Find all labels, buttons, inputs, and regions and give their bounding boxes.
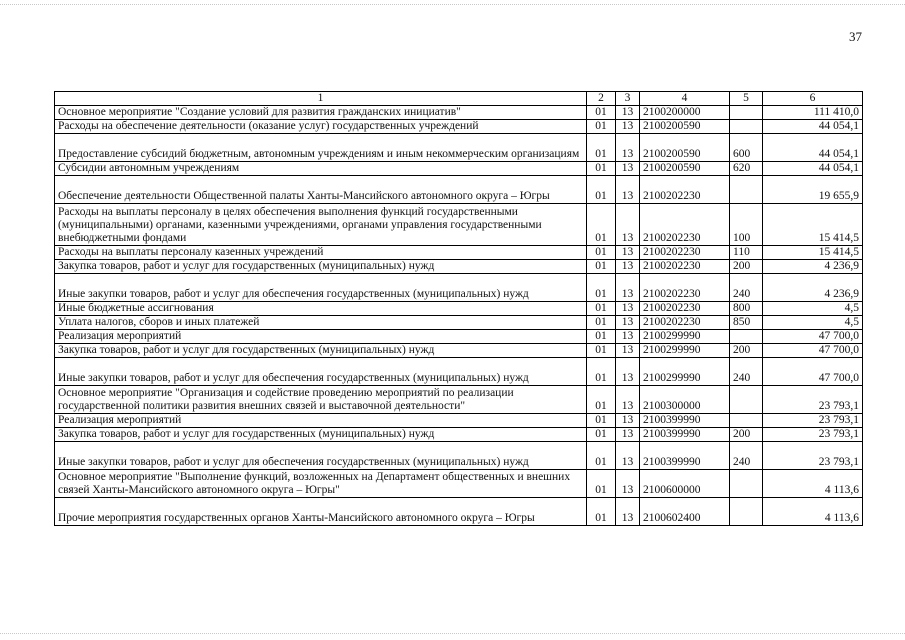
cell-name: Расходы на выплаты персоналу в целях обеспечения выполнения функций государственными (муниципальными) органами, казенными учреждениями, органами управления государственными внебюджетными фондами bbox=[55, 204, 587, 246]
cell-vr: 800 bbox=[730, 302, 763, 316]
table-row bbox=[55, 344, 863, 358]
cell-vr: 240 bbox=[730, 442, 763, 470]
table-row bbox=[55, 470, 863, 498]
cell-csr: 2100200590 bbox=[640, 120, 730, 134]
table-row bbox=[55, 302, 863, 316]
cell-rz: 01 bbox=[587, 470, 616, 498]
cell-sum: 44 054,1 bbox=[763, 134, 863, 162]
cell-csr: 2100399990 bbox=[640, 414, 730, 428]
cell-name: Обеспечение деятельности Общественной палаты Ханты-Мансийского автономного округа – Югры bbox=[55, 176, 587, 204]
cell-vr bbox=[730, 176, 763, 204]
table-row bbox=[55, 330, 863, 344]
cell-vr bbox=[730, 498, 763, 526]
cell-pr: 13 bbox=[616, 120, 640, 134]
cell-rz: 01 bbox=[587, 274, 616, 302]
cell-csr: 2100202230 bbox=[640, 176, 730, 204]
cell-pr: 13 bbox=[616, 316, 640, 330]
header-cell-rz: 2 bbox=[587, 92, 616, 106]
table-row bbox=[55, 134, 863, 162]
table-row bbox=[55, 442, 863, 470]
cell-vr: 110 bbox=[730, 246, 763, 260]
cell-sum: 44 054,1 bbox=[763, 162, 863, 176]
cell-csr: 2100299990 bbox=[640, 330, 730, 344]
cell-sum: 4,5 bbox=[763, 302, 863, 316]
cell-sum: 44 054,1 bbox=[763, 120, 863, 134]
cell-rz: 01 bbox=[587, 428, 616, 442]
cell-csr: 2100202230 bbox=[640, 302, 730, 316]
cell-sum: 19 655,9 bbox=[763, 176, 863, 204]
cell-csr: 2100200590 bbox=[640, 134, 730, 162]
scan-edge-bottom bbox=[0, 633, 905, 635]
table-row bbox=[55, 414, 863, 428]
cell-sum: 23 793,1 bbox=[763, 442, 863, 470]
table-row bbox=[55, 274, 863, 302]
cell-name: Расходы на обеспечение деятельности (оказание услуг) государственных учреждений bbox=[55, 120, 587, 134]
cell-vr bbox=[730, 470, 763, 498]
cell-pr: 13 bbox=[616, 106, 640, 120]
table-row bbox=[55, 316, 863, 330]
cell-csr: 2100299990 bbox=[640, 358, 730, 386]
cell-rz: 01 bbox=[587, 386, 616, 414]
cell-rz: 01 bbox=[587, 176, 616, 204]
budget-table bbox=[54, 91, 863, 526]
cell-vr: 200 bbox=[730, 428, 763, 442]
cell-rz: 01 bbox=[587, 330, 616, 344]
cell-sum: 15 414,5 bbox=[763, 204, 863, 246]
cell-vr: 200 bbox=[730, 260, 763, 274]
cell-sum: 47 700,0 bbox=[763, 330, 863, 344]
cell-name: Расходы на выплаты персоналу казенных учреждений bbox=[55, 246, 587, 260]
table-row bbox=[55, 260, 863, 274]
cell-rz: 01 bbox=[587, 134, 616, 162]
table-row bbox=[55, 358, 863, 386]
cell-vr bbox=[730, 414, 763, 428]
cell-rz: 01 bbox=[587, 260, 616, 274]
cell-pr: 13 bbox=[616, 358, 640, 386]
cell-sum: 23 793,1 bbox=[763, 428, 863, 442]
cell-name: Основное мероприятие "Создание условий для развития гражданских инициатив" bbox=[55, 106, 587, 120]
cell-rz: 01 bbox=[587, 204, 616, 246]
cell-name: Иные закупки товаров, работ и услуг для обеспечения государственных (муниципальных) нужд bbox=[55, 274, 587, 302]
cell-vr: 620 bbox=[730, 162, 763, 176]
cell-name: Иные бюджетные ассигнования bbox=[55, 302, 587, 316]
cell-name: Закупка товаров, работ и услуг для государственных (муниципальных) нужд bbox=[55, 260, 587, 274]
cell-csr: 2100202230 bbox=[640, 274, 730, 302]
cell-sum: 4 236,9 bbox=[763, 260, 863, 274]
cell-name: Иные закупки товаров, работ и услуг для обеспечения государственных (муниципальных) нужд bbox=[55, 358, 587, 386]
cell-pr: 13 bbox=[616, 302, 640, 316]
table-row bbox=[55, 162, 863, 176]
cell-csr: 2100399990 bbox=[640, 442, 730, 470]
cell-name: Закупка товаров, работ и услуг для государственных (муниципальных) нужд bbox=[55, 344, 587, 358]
cell-csr: 2100202230 bbox=[640, 316, 730, 330]
cell-sum: 23 793,1 bbox=[763, 386, 863, 414]
cell-vr: 240 bbox=[730, 358, 763, 386]
cell-name: Основное мероприятие "Выполнение функций, возложенных на Департамент общественных и внешних связей Ханты-Мансийского автономного округа – Югры" bbox=[55, 470, 587, 498]
cell-pr: 13 bbox=[616, 274, 640, 302]
cell-csr: 2100600000 bbox=[640, 470, 730, 498]
cell-name: Иные закупки товаров, работ и услуг для обеспечения государственных (муниципальных) нужд bbox=[55, 442, 587, 470]
cell-vr: 850 bbox=[730, 316, 763, 330]
cell-name: Субсидии автономным учреждениям bbox=[55, 162, 587, 176]
cell-sum: 4 236,9 bbox=[763, 274, 863, 302]
cell-rz: 01 bbox=[587, 442, 616, 470]
cell-vr: 200 bbox=[730, 344, 763, 358]
cell-name: Предоставление субсидий бюджетным, автономным учреждениям и иным некоммерческим организациям bbox=[55, 134, 587, 162]
cell-rz: 01 bbox=[587, 302, 616, 316]
cell-sum: 4 113,6 bbox=[763, 498, 863, 526]
cell-sum: 4,5 bbox=[763, 316, 863, 330]
cell-rz: 01 bbox=[587, 358, 616, 386]
cell-csr: 2100200590 bbox=[640, 162, 730, 176]
header-cell-vr: 5 bbox=[730, 92, 763, 106]
cell-pr: 13 bbox=[616, 498, 640, 526]
table-row bbox=[55, 498, 863, 526]
cell-csr: 2100399990 bbox=[640, 428, 730, 442]
cell-csr: 2100202230 bbox=[640, 204, 730, 246]
cell-pr: 13 bbox=[616, 330, 640, 344]
cell-name: Основное мероприятие "Организация и содействие проведению мероприятий по реализации государственной политики развития внешних связей и выставочной деятельности" bbox=[55, 386, 587, 414]
cell-sum: 47 700,0 bbox=[763, 344, 863, 358]
cell-pr: 13 bbox=[616, 134, 640, 162]
cell-csr: 2100202230 bbox=[640, 246, 730, 260]
header-cell-name: 1 bbox=[55, 92, 587, 106]
cell-csr: 2100202230 bbox=[640, 260, 730, 274]
cell-vr: 600 bbox=[730, 134, 763, 162]
cell-sum: 4 113,6 bbox=[763, 470, 863, 498]
cell-pr: 13 bbox=[616, 442, 640, 470]
cell-name: Реализация мероприятий bbox=[55, 414, 587, 428]
cell-pr: 13 bbox=[616, 428, 640, 442]
table-row bbox=[55, 176, 863, 204]
cell-csr: 2100602400 bbox=[640, 498, 730, 526]
cell-name: Закупка товаров, работ и услуг для государственных (муниципальных) нужд bbox=[55, 428, 587, 442]
cell-sum: 23 793,1 bbox=[763, 414, 863, 428]
table-header-row bbox=[55, 92, 863, 106]
scan-edge-top bbox=[0, 4, 905, 6]
cell-rz: 01 bbox=[587, 316, 616, 330]
header-cell-sum: 6 bbox=[763, 92, 863, 106]
cell-rz: 01 bbox=[587, 344, 616, 358]
cell-pr: 13 bbox=[616, 344, 640, 358]
header-cell-pr: 3 bbox=[616, 92, 640, 106]
cell-rz: 01 bbox=[587, 106, 616, 120]
cell-rz: 01 bbox=[587, 414, 616, 428]
cell-vr bbox=[730, 330, 763, 344]
cell-sum: 15 414,5 bbox=[763, 246, 863, 260]
cell-sum: 47 700,0 bbox=[763, 358, 863, 386]
cell-pr: 13 bbox=[616, 470, 640, 498]
budget-table-body bbox=[55, 92, 863, 526]
cell-vr bbox=[730, 386, 763, 414]
table-row bbox=[55, 204, 863, 246]
table-row bbox=[55, 246, 863, 260]
cell-rz: 01 bbox=[587, 498, 616, 526]
cell-vr bbox=[730, 120, 763, 134]
table-row bbox=[55, 106, 863, 120]
cell-rz: 01 bbox=[587, 162, 616, 176]
cell-csr: 2100300000 bbox=[640, 386, 730, 414]
cell-rz: 01 bbox=[587, 246, 616, 260]
cell-pr: 13 bbox=[616, 162, 640, 176]
cell-pr: 13 bbox=[616, 246, 640, 260]
table-row bbox=[55, 120, 863, 134]
header-cell-csr: 4 bbox=[640, 92, 730, 106]
cell-vr: 100 bbox=[730, 204, 763, 246]
cell-pr: 13 bbox=[616, 386, 640, 414]
cell-pr: 13 bbox=[616, 414, 640, 428]
cell-pr: 13 bbox=[616, 260, 640, 274]
cell-sum: 111 410,0 bbox=[763, 106, 863, 120]
table-row bbox=[55, 428, 863, 442]
cell-rz: 01 bbox=[587, 120, 616, 134]
cell-pr: 13 bbox=[616, 176, 640, 204]
cell-csr: 2100200000 bbox=[640, 106, 730, 120]
cell-vr: 240 bbox=[730, 274, 763, 302]
page-number: 37 bbox=[849, 29, 862, 44]
cell-pr: 13 bbox=[616, 204, 640, 246]
cell-csr: 2100299990 bbox=[640, 344, 730, 358]
cell-name: Реализация мероприятий bbox=[55, 330, 587, 344]
cell-name: Уплата налогов, сборов и иных платежей bbox=[55, 316, 587, 330]
table-row bbox=[55, 386, 863, 414]
cell-name: Прочие мероприятия государственных органов Ханты-Мансийского автономного округа – Югры bbox=[55, 498, 587, 526]
cell-vr bbox=[730, 106, 763, 120]
